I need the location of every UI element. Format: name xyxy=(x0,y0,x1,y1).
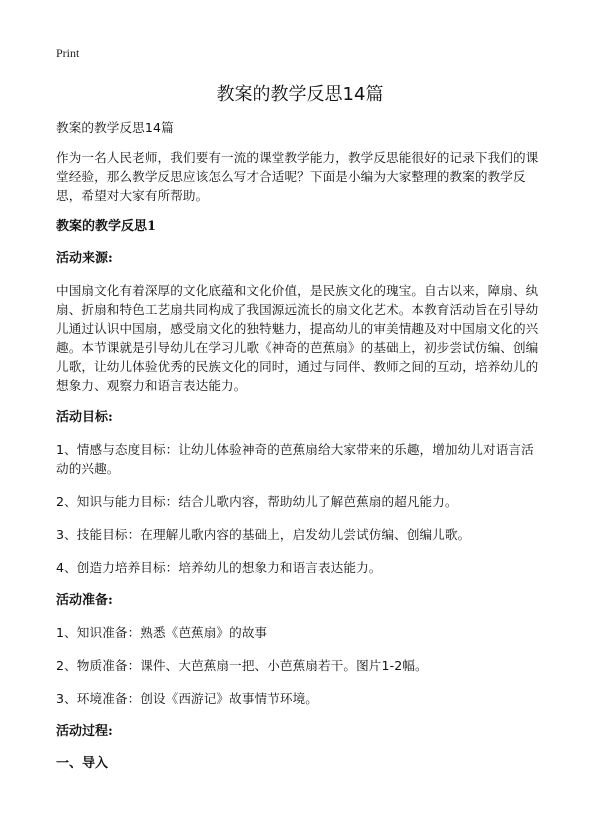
process-heading: 活动过程: xyxy=(56,724,113,739)
goal-item: 2、知识与能力目标：结合儿歌内容，帮助幼儿了解芭蕉扇的超凡能力。 xyxy=(56,494,458,509)
goal-item: 1、情感与态度目标：让幼儿体验神奇的芭蕉扇给大家带来的乐趣，增加幼儿对语言活动的兴趣。 xyxy=(56,442,534,476)
prep-item: 2、物质准备：课件、大芭蕉扇一把、小芭蕉扇若干。图片1-2幅。 xyxy=(56,658,428,673)
prep-item: 3、环境准备：创设《西游记》故事情节环境。 xyxy=(56,691,318,706)
document-subtitle: 教案的教学反思14篇 xyxy=(56,120,174,135)
goal-item: 3、技能目标：在理解儿歌内容的基础上，启发幼儿尝试仿编、创编儿歌。 xyxy=(56,527,471,542)
section-heading: 教案的教学反思1 xyxy=(56,219,157,234)
source-paragraph: 中国扇文化有着深厚的文化底蕴和文化价值，是民族文化的瑰宝。自古以来，障扇、纨扇、折扇和特色工艺扇共同构成了我国源远流长的扇文化艺术。本教育活动旨在引导幼儿通过认识中国扇，感受扇文化的独特魅力，提高幼儿的审美情趣及对中国扇文化的兴趣。本节课就是引导幼儿在学习儿歌《神奇的芭蕉扇》的基础上，初步尝试仿编、创编儿歌，让幼儿体验优秀的民族文化的同时，通过与同伴、教师之间的互动，培养幼儿的想象力、观察力和语言表达能力。 xyxy=(56,283,539,393)
print-link[interactable]: Print xyxy=(56,46,80,60)
goals-heading: 活动目标: xyxy=(56,410,113,425)
intro-paragraph: 作为一名人民老师，我们要有一流的课堂教学能力，教学反思能很好的记录下我们的课堂经验，那么教学反思应该怎么写才合适呢？下面是小编为大家整理的教案的教学反思，希望对大家有所帮助。 xyxy=(56,150,539,203)
source-heading: 活动来源: xyxy=(56,251,113,266)
page-title: 教案的教学反思14篇 xyxy=(216,84,384,105)
goal-item: 4、创造力培养目标：培养幼儿的想象力和语言表达能力。 xyxy=(56,560,382,575)
step-heading: 一、导入 xyxy=(56,756,109,771)
prep-item: 1、知识准备：熟悉《芭蕉扇》的故事 xyxy=(56,625,268,640)
prep-heading: 活动准备: xyxy=(56,593,113,608)
document-body xyxy=(56,118,546,786)
